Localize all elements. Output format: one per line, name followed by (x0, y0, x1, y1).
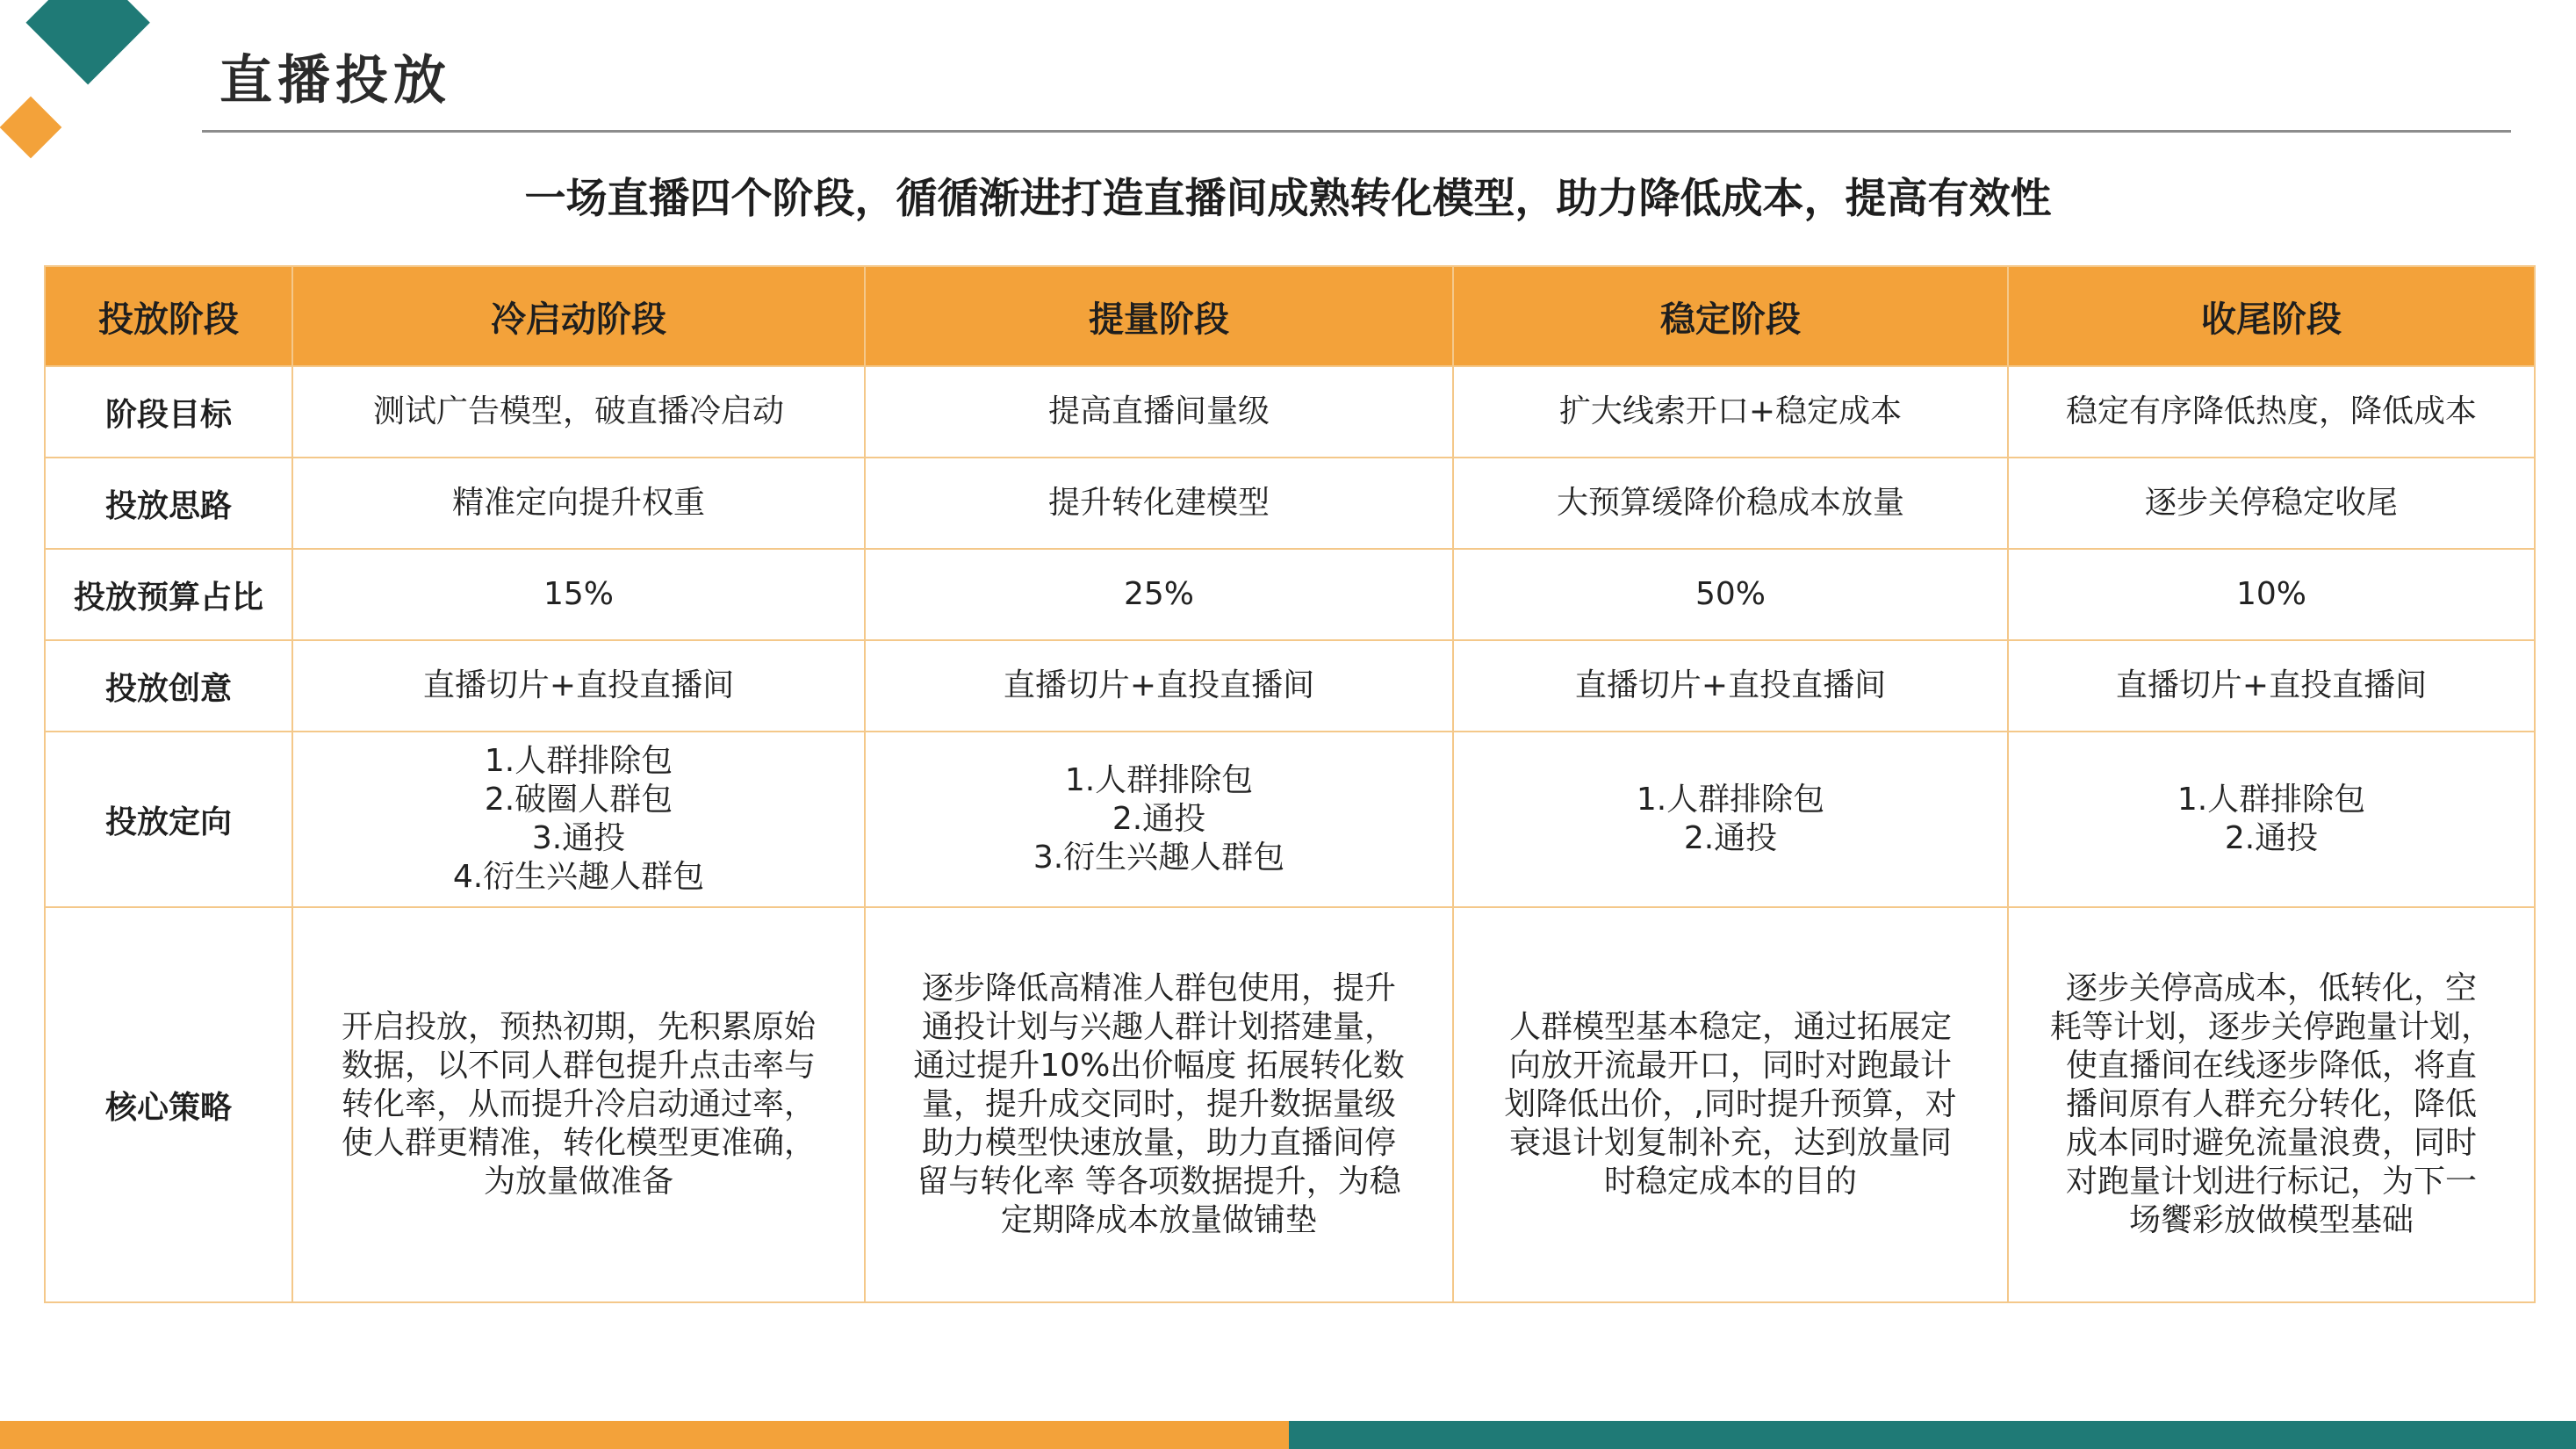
cell-line: 2.通投 (1683, 820, 1778, 856)
row-label: 投放创意 (45, 640, 292, 732)
cell-line: 4.衍生兴趣人群包 (452, 859, 705, 895)
cell-line: 向放开流最开口，同时对跑最计 (1508, 1048, 1952, 1084)
table-cell: 逐步关停稳定收尾 (2008, 458, 2535, 549)
cell-line: 1.人群排除包 (2177, 782, 2366, 818)
header-stage-wrap-up: 收尾阶段 (2008, 266, 2535, 366)
cell-line: 通过提升10%出价幅度 拓展转化数 (913, 1048, 1405, 1084)
page-title: 直播投放 (219, 50, 451, 112)
cell-line: 量，提升成交同时，提升数据量级 (921, 1086, 1396, 1122)
row-label: 核心策略 (45, 907, 292, 1302)
table-cell: 测试广告模型，破直播冷启动 (292, 366, 865, 458)
table-cell (292, 732, 865, 907)
header-stage-cold-start: 冷启动阶段 (292, 266, 865, 366)
table-row-budget-share (45, 549, 2535, 640)
header-stage-ramp-up: 提量阶段 (865, 266, 1453, 366)
table-cell: 50% (1453, 549, 2008, 640)
table-row-core-strategy (45, 907, 2535, 1302)
table-cell: 提高直播间量级 (865, 366, 1453, 458)
header-stage-stable: 稳定阶段 (1453, 266, 2008, 366)
cell-line: 为放量做准备 (483, 1164, 673, 1200)
cell-line: 播间原有人群充分转化，降低 (2065, 1086, 2477, 1122)
cell-line: 开启投放，预热初期，先积累原始 (341, 1009, 816, 1045)
cell-line: 使人群更精准，转化模型更准确， (341, 1125, 816, 1161)
table-cell (2008, 907, 2535, 1302)
table-cell (865, 907, 1453, 1302)
table-row-targeting (45, 732, 2535, 907)
table-row-approach (45, 458, 2535, 549)
table-cell: 直播切片+直投直播间 (865, 640, 1453, 732)
table-row-goal (45, 366, 2535, 458)
table-cell: 大预算缓降价稳成本放量 (1453, 458, 2008, 549)
cell-line: 转化率，从而提升冷启动通过率， (341, 1086, 816, 1122)
cell-line: 3.通投 (531, 820, 626, 856)
cell-line: 划降低出价，,同时提升预算，对 (1504, 1086, 1957, 1122)
table-cell: 精准定向提升权重 (292, 458, 865, 549)
table-cell: 10% (2008, 549, 2535, 640)
table-cell (292, 907, 865, 1302)
table-cell (1453, 907, 2008, 1302)
table-cell: 直播切片+直投直播间 (2008, 640, 2535, 732)
header-row-label: 投放阶段 (45, 266, 292, 366)
row-label: 投放预算占比 (45, 549, 292, 640)
table-row-creative (45, 640, 2535, 732)
cell-line: 助力模型快速放量，助力直播间停 (921, 1125, 1396, 1161)
footer-bar-orange (0, 1421, 1289, 1449)
cell-line: 逐步降低高精准人群包使用，提升 (921, 970, 1396, 1006)
cell-line: 逐步关停高成本，低转化，空 (2065, 970, 2477, 1006)
footer-bar-teal (1289, 1421, 2576, 1449)
row-label: 投放定向 (45, 732, 292, 907)
cell-line: 人群模型基本稳定，通过拓展定 (1508, 1009, 1952, 1045)
table-cell (865, 732, 1453, 907)
cell-line: 1.人群排除包 (1064, 762, 1254, 798)
cell-line: 留与转化率 等各项数据提升，为稳 (917, 1164, 1401, 1200)
page-subtitle: 一场直播四个阶段，循循渐进打造直播间成熟转化模型，助力降低成本，提高有效性 (524, 175, 2052, 223)
cell-line: 衰退计划复制补充，达到放量同 (1508, 1125, 1952, 1161)
table-header-row (45, 266, 2535, 366)
row-label: 投放思路 (45, 458, 292, 549)
table-cell: 稳定有序降低热度，降低成本 (2008, 366, 2535, 458)
table-cell: 直播切片+直投直播间 (1453, 640, 2008, 732)
cell-line: 1.人群排除包 (1636, 782, 1825, 818)
cell-line: 对跑量计划进行标记，为下一 (2065, 1164, 2477, 1200)
cell-line: 3.衍生兴趣人群包 (1033, 840, 1285, 876)
cell-line: 2.通投 (1112, 801, 1206, 837)
table-cell: 25% (865, 549, 1453, 640)
cell-line: 使直播间在线逐步降低，将直 (2065, 1048, 2477, 1084)
cell-line: 1.人群排除包 (484, 743, 673, 779)
cell-line: 通投计划与兴趣人群计划搭建量， (921, 1009, 1396, 1045)
cell-line: 成本同时避免流量浪费，同时 (2065, 1125, 2477, 1161)
cell-line: 2.破圈人群包 (484, 782, 673, 818)
table-cell: 扩大线索开口+稳定成本 (1453, 366, 2008, 458)
logo-mark-icon (0, 0, 176, 176)
cell-line: 数据，以不同人群包提升点击率与 (341, 1048, 816, 1084)
table-cell (2008, 732, 2535, 907)
cell-line: 2.通投 (2224, 820, 2319, 856)
cell-line: 场饗彩放做模型基础 (2128, 1202, 2414, 1238)
title-divider (202, 130, 2511, 133)
table-cell: 提升转化建模型 (865, 458, 1453, 549)
table-cell: 15% (292, 549, 865, 640)
cell-line: 耗等计划，逐步关停跑量计划， (2049, 1009, 2493, 1045)
table-cell (1453, 732, 2008, 907)
cell-line: 定期降成本放量做铺垫 (1000, 1202, 1317, 1238)
table-cell: 直播切片+直投直播间 (292, 640, 865, 732)
row-label: 阶段目标 (45, 366, 292, 458)
cell-line: 时稳定成本的目的 (1603, 1164, 1857, 1200)
stage-plan-table (44, 265, 2536, 1303)
